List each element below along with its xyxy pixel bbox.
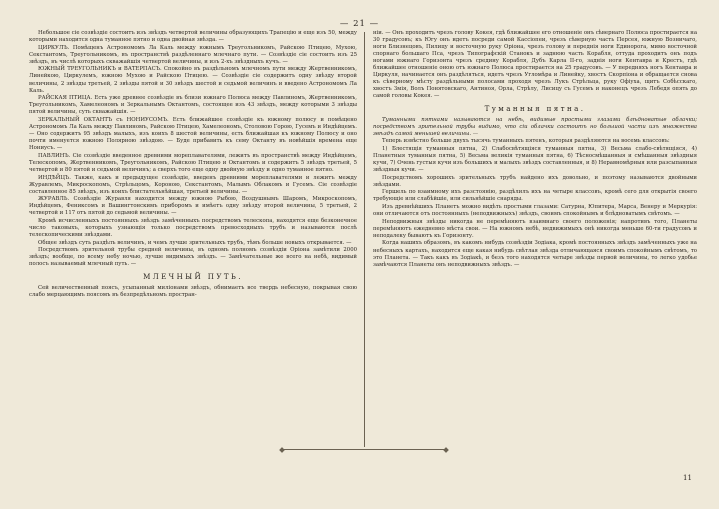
- paragraph: ЦИРКУЛЪ. Помѣщенъ Астрономомъ Ла Каль между южнымъ Треугольникомъ, Райскою Птицею, Мухою, Секстантомъ, Треугольникомъ, въ пространствѣ раздѣленнаго млечнаго пути. — Созвѣздіе сіе состоитъ изъ 25 звѣздъ, въ числѣ которыхъ скважайшія четвертой величины, и изъ 2-хъ звѣздныхъ кучъ. —: [29, 44, 357, 65]
- paragraph: Посредствомъ хорошихъ зрительныхъ трубъ найдено ихъ довольно, и поэтому называются двойными звѣздами.: [373, 174, 697, 188]
- section-heading-nebulae: Туманныя пятна.: [484, 104, 586, 114]
- paragraph: Кромѣ исчисленныхъ постоянныхъ звѣздъ замѣченныхъ посредствомъ телескопа, находятся еще безконечное число таковыхъ, которыхъ узнающія только посредствомъ превосходныхъ трубъ и называются послѣ телескопическими звѣздами.: [29, 217, 357, 239]
- paragraph: Гершель по взаимному ихъ разстоянію, раздѣлилъ ихъ на четыре классовъ, кромѣ сего для открытія своего требующіе или слабѣйшіе, или сильнѣйшіе снаряды.: [373, 189, 697, 203]
- right-column: [373, 30, 697, 269]
- paragraph: 1) Блестящія туманныя пятна, 2) Слабосвѣтящіяся туманныя пятна, 3) Весьма слабо-свѣтящіяся, 4) Планетныя туманныя пятна, 5) Весьма великія туманныя пятна, 6) Тѣсносмѣшанныя и смѣшанныя звѣздныя кучи, 7) Очень густыя кучи изъ большихъ и малыхъ звѣздъ составленныя, и 8) Неравномѣрныя или разсыпанныя звѣздныя кучи. —: [373, 145, 697, 174]
- paragraph: Изъ древнѣйшихъ Планетъ можно видѣть простыми глазами: Сатурна, Юпитера, Марса, Венеру и Меркурія: они отличаются отъ постоянныхъ (неподвижныхъ) звѣздъ, своимъ спокойнымъ и блѣдноватымъ свѣтомъ. —: [373, 204, 697, 218]
- paragraph: Небольшое сіе созвѣздіе состоитъ изъ звѣздъ четвертой величины образующихъ Трапецію и еще изъ 50, между которыми находится одна туманное пятно и одна двойная звѣзда. —: [29, 30, 357, 44]
- section-heading-milky-way: МЛЕЧНЫЙ ПУТЬ.: [143, 272, 243, 282]
- paragraph: ЖУРАВЛЬ. Созвѣздіе Журавля находится между южною Рыбою, Воздушнымъ Шаромъ, Микроскопомъ, Индѣйцемъ, Фениксомъ и Вашингтонскимъ приборомъ и имѣетъ одну звѣзду второй величины, 5 третьей, 2 четвертой и 117 отъ пятой до седьмой величины. —: [29, 196, 357, 217]
- signature-mark: 11: [683, 474, 692, 482]
- paragraph: Неподвижныя звѣзды никогда не перемѣняютъ взаимнаго своего положенія; напротивъ того, Планеты перемѣняютъ ежедневно мѣста свои. — На южномъ небѣ, недвижимыхъ онѣ никогда меньше 60-ти градусовъ и неподалеку бываютъ къ Горизонту.: [373, 218, 697, 239]
- paragraph: Теперь извѣстно больше двухъ тысячь туманныхъ пятенъ, которыя раздѣляются на восемь классовъ:: [382, 138, 670, 145]
- paragraph: Когда нашихъ образомъ, въ какомъ нибудь созвѣздіи Зодіака, кромѣ постоянныхъ звѣздъ замѣченныхъ уже на небесныхъ картахъ, находится еще какая нибудь свѣтлая звѣзда отличающаяся своимъ спокойнымъ свѣтомъ, то это Планета. — Такъ какъ въ Зодіакѣ, и безъ того находятся четыре звѣзды первой величины, то легко удобье замѣчаются Планеты онъ неподвижныхъ звѣздъ. —: [373, 240, 697, 268]
- left-column: [29, 30, 357, 299]
- paragraph: ПАВЛИНЪ. Сіе созвѣздіе введенное древними мореплавателями, лежитъ въ пространствѣ между Индѣйцемъ, Телескопомъ, Жертвенникомъ, Треугольникомъ, Райскою Птицею и Октантомъ и содержитъ 5 звѣздъ третьей, 5 четвертой и 80 пятой и седьмой величинъ; а сверхъ того еще одну двойную звѣзду и одно туманное пятно.: [29, 152, 357, 173]
- paragraph: ЮЖНЫЙ ТРЕУГОЛЬНИКЪ и ВАТЕРПАСЪ. Спокойно въ раздѣльномъ млечномъ пути между Жертвенникомъ, Линейкою, Циркулемъ, южною Мухою и Райскою Птицею. — Созвѣздіе сіе содержитъ одну звѣзду второй величины, 2 звѣзды третьей, 2 звѣзды пятой и 30 звѣздъ шестой и седьмой величинъ и введено Астрономомъ Ла Каль.: [29, 66, 357, 94]
- paragraph: ИНДѢЙЦЪ. Также, какъ и предыдущее созвѣздіе, введенъ древними мореплавателями и лежитъ между Журавлемъ, Микроскопомъ, Стрѣльцомъ, Короною, Секстантомъ, Малымъ Облакомъ и Гусемъ. Сіе созвѣздіе составленное 85 звѣздъ, изъ коихъ блистательнѣйшая, третьей величины. —: [29, 174, 357, 195]
- paragraph: ніи. — Онъ проходитъ чрезъ голову Кокея, гдѣ ближайшее его отношеніе онъ сѣвернаго Полюса простирается на 30 градусовъ; къ Югу онъ идетъ посреди самой Кассіопеи, чрезъ сѣверную часть Персея, южную Возничаго, ноги Близнецовъ, Пилицу и восточную руку Оріона, чрезъ голову и переднія ноги Единорога, мимо восточной спорнаго большаго Пса, чрезъ Типографскій Станокъ и заднюю часть Корабля, оттуда проходитъ онъ подъ ногами южнаго Горизонта чрезъ средину Корабля, Дубъ Карла II-го, заднія ноги Кентавра и Крестъ, гдѣ ближайшее отношеніе оною отъ южнаго Полюса простирается на 25 градусовъ. — У передняхъ ногъ Кентавра и Циркуля, начинается онъ раздѣляться, идетъ чрезъ Угломѣра и Линейку, хвостъ Скорпіона и обращается снова къ сѣверному мѣсту раздѣльными полосами проходя чрезъ Лукъ Стрѣльца, руку Офіуха, щитъ Собѣсскаго, хвостъ Змія, Волъ Понятовскаго, Антиноя, Орла, Стрѣлу, Лисицу съ Гусемъ и наконецъ чрезъ Лебедя опять до самой головы Кокея. —: [373, 30, 698, 100]
- paragraph: Общее звѣздъ суть раздѣлъ величинъ, и чемъ лучше зрительныхъ трубъ, тѣмъ больше новыхъ открывается. —: [38, 239, 352, 246]
- paragraph: Сей величественный поясъ, усыпанный миліонами звѣздъ, обнимаетъ все твердь небесную, покрывая свою слабо мерцающимъ поясомъ въ безпредѣльномъ простран-: [29, 284, 357, 298]
- paragraph: Туманными пятнами называются на небѣ, видимые простыми глазами блѣдноватые облачки; посредствомъ зрительной трубы видимо, что сіи облачки состоитъ но большой части изъ множества звѣздъ самой меньшей величины. —: [373, 116, 697, 137]
- paragraph: ЗЕРКАЛЬНЫЙ ОКТАНТЪ съ НОНИУСОМЪ. Есть ближайшее созвѣздіе къ южному полюсу и помѣщено Астрономомъ Ла Каль между Павлиномъ, Райскою Птицею, Хамелеономъ, Столовою Горою, Гусемъ и Индѣйцемъ. — Оно содержитъ 95 звѣздъ малыхъ, изъ коихъ 8 шестой величины, есть ближайшая къ южному Полюсу и оно почти именуется южною Полярною звѣздою. — Буде прибавить къ сему Октанту въ новѣйшія времена еще Нониусъ. —: [29, 116, 357, 152]
- paragraph: РАЙСКАЯ ПТИЦА. Есть уже древнее созвѣздіе въ близи южнаго Полюса между Павлиномъ, Жертвенникомъ, Треугольникомъ, Хамелеономъ и Зеркальнымъ Октантомъ, состоящее изъ 43 звѣздъ, между которыми 3 звѣзды пятой величины, суть скважайшія. —: [29, 95, 357, 116]
- ornamental-rule: [283, 449, 445, 450]
- page-number: — 21 —: [339, 19, 380, 29]
- paragraph: Посредствомъ зрительной трубы средней величины, въ одномъ полномъ созвѣздіи Оріона замѣтили 2000 звѣздъ; вообще, по всему небу ночью, лучше видимыхъ звѣздъ. — Замѣчательные же всего на небѣ, видимый полосъ называемый млечный путь. —: [29, 247, 357, 268]
- column-divider: [364, 32, 365, 447]
